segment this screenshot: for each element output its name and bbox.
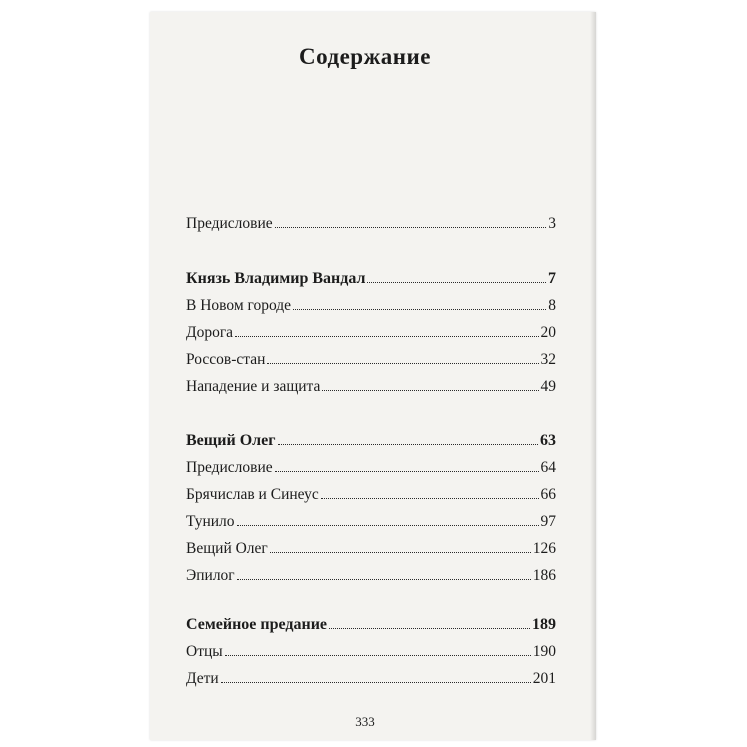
toc-entry-title: Тунило (186, 513, 235, 530)
toc-leader-dots (329, 628, 530, 629)
toc-entry-page: 66 (540, 486, 556, 503)
toc-entry-rossov-stan (186, 350, 556, 370)
toc-entry-title: Князь Владимир Вандал (186, 270, 366, 287)
toc-entry-tunilo (186, 512, 556, 532)
toc-leader-dots (322, 390, 538, 391)
toc-entry-title: Предисловие (186, 215, 273, 232)
toc-part-veshchy-oleg (186, 431, 556, 451)
toc-entry-page: 189 (532, 616, 556, 633)
toc-entry-preface-2 (186, 458, 556, 478)
toc-entry-page: 190 (532, 643, 556, 660)
toc-entry-title: Семейное предание (186, 616, 328, 633)
toc-entry-page: 97 (540, 513, 556, 530)
toc-entry-page: 8 (548, 297, 556, 314)
page-number: 333 (355, 714, 375, 729)
toc-entry-title: Нападение и защита (186, 378, 321, 395)
toc-entry-page: 3 (548, 215, 556, 232)
toc-entry-epilog (186, 566, 556, 586)
toc-entry-page: 201 (532, 670, 556, 687)
toc-leader-dots (267, 363, 538, 364)
contents-heading: Содержание (299, 44, 431, 69)
toc-part-semeinoe-predanie (186, 615, 556, 635)
toc-entry-page: 20 (540, 324, 556, 341)
toc-entry-title: В Новом городе (186, 297, 292, 314)
toc-entry-page: 126 (532, 540, 556, 557)
toc-leader-dots (237, 525, 539, 526)
toc-entry-ottsy (186, 642, 556, 662)
book-page (150, 12, 596, 740)
toc-leader-dots (235, 336, 538, 337)
toc-leader-dots (321, 498, 539, 499)
toc-entry-title: Вещий Олег (186, 540, 268, 557)
toc-entry-page: 7 (548, 270, 556, 287)
toc-entry-page: 49 (540, 378, 556, 395)
toc-leader-dots (293, 309, 546, 310)
toc-leader-dots (237, 579, 531, 580)
toc-leader-dots (270, 552, 531, 553)
toc-entry-bryachislav (186, 485, 556, 505)
toc-entry-doroga (186, 323, 556, 343)
toc-leader-dots (367, 282, 546, 283)
toc-entry-page: 63 (540, 432, 556, 449)
toc-entry-title: Россов-стан (186, 351, 266, 368)
toc-entry-title: Отцы (186, 643, 223, 660)
toc-entry-novy-gorod (186, 296, 556, 316)
toc-leader-dots (225, 655, 531, 656)
toc-leader-dots (275, 227, 547, 228)
toc-part-knyaz-vladimir (186, 269, 556, 289)
toc-leader-dots (221, 682, 531, 683)
toc-leader-dots (275, 471, 539, 472)
toc-entry-page: 64 (540, 459, 556, 476)
toc-entry-title: Дорога (186, 324, 234, 341)
toc-entry-veshchy-oleg (186, 539, 556, 559)
toc-entry-title: Предисловие (186, 459, 273, 476)
toc-entry-title: Эпилог (186, 567, 235, 584)
toc-entry-preface (186, 214, 556, 234)
toc-leader-dots (278, 444, 538, 445)
page-edge-shadow (590, 12, 596, 740)
toc-entry-page: 186 (532, 567, 556, 584)
toc-entry-deti (186, 669, 556, 689)
toc-entry-napadenie (186, 377, 556, 397)
toc-entry-title: Вещий Олег (186, 432, 276, 449)
toc-entry-title: Дети (186, 670, 219, 687)
toc-entry-page: 32 (540, 351, 556, 368)
toc-entry-title: Брячислав и Синеус (186, 486, 319, 503)
